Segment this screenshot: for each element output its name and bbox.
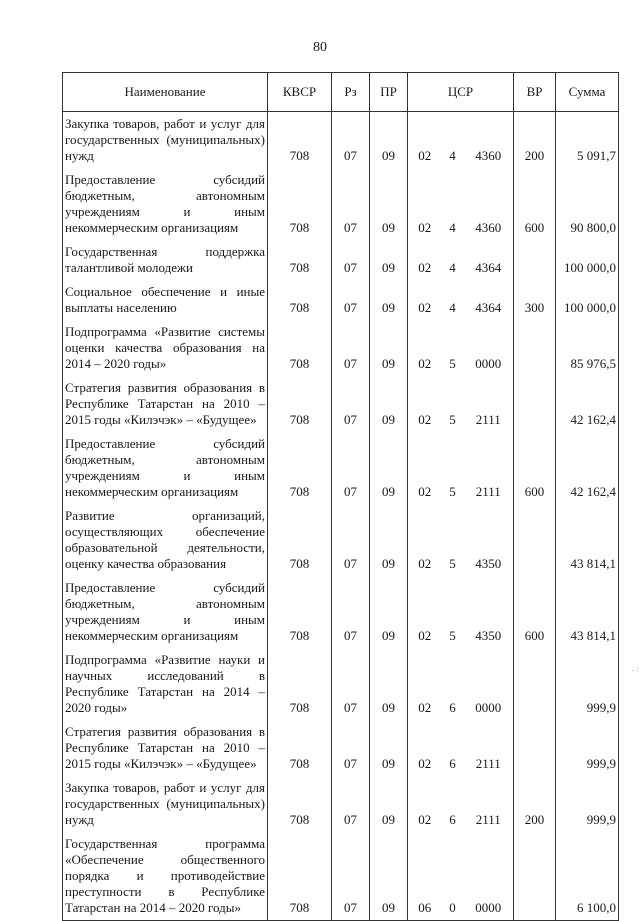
cell-csr-subprogram: 4 <box>449 260 456 275</box>
cell-vr <box>514 240 556 280</box>
cell-name: Предоставление субсидий бюджетным, автономным учреждениям и иным некоммерческим организациям <box>63 432 268 504</box>
cell-csr-direction: 2111 <box>464 376 514 432</box>
cell-csr-direction: 4350 <box>464 504 514 576</box>
cell-rz: 07 <box>332 240 370 280</box>
cell-name: Стратегия развития образования в Республике Татарстан на 2010 – 2015 годы «Килэчэк» – «Будущее» <box>63 720 268 776</box>
cell-name: Предоставление субсидий бюджетным, автономным учреждениям и иным некоммерческим организациям <box>63 576 268 648</box>
budget-table <box>62 72 619 921</box>
page-number: 80 <box>313 40 327 55</box>
cell-vr <box>514 376 556 432</box>
cell-csr-subprogram: 5 <box>449 556 456 571</box>
header-sum: Сумма <box>556 73 619 112</box>
cell-kvsr: 708 <box>268 720 332 776</box>
cell-pr: 09 <box>370 432 408 504</box>
cell-csr-subprogram: 6 <box>449 700 456 715</box>
cell-kvsr: 708 <box>268 376 332 432</box>
header-kvsr: КВСР <box>268 73 332 112</box>
cell-csr-subprogram: 4 <box>449 148 456 163</box>
cell-rz: 07 <box>332 776 370 832</box>
cell-csr-subprogram: 5 <box>449 356 456 371</box>
cell-name: Подпрограмма «Развитие системы оценки качества образования на 2014 – 2020 годы» <box>63 320 268 376</box>
table-row <box>63 240 619 280</box>
cell-csr-program: 02 <box>408 432 442 504</box>
cell-csr-subprogram: 5 <box>449 412 456 427</box>
cell-csr-subprogram: 5 <box>449 628 456 643</box>
cell-rz: 07 <box>332 168 370 240</box>
cell-name: Развитие организаций, осуществляющих обеспечение образовательной деятельности, оценку качества образования <box>63 504 268 576</box>
cell-rz: 07 <box>332 720 370 776</box>
cell-sum: 42 162,4 <box>556 432 619 504</box>
cell-pr: 09 <box>370 776 408 832</box>
cell-name: Государственная программа «Обеспечение общественного порядка и противодействие преступности в Республике Татарстан на 2014 – 2020 годы» <box>63 832 268 921</box>
header-rz: Рз <box>332 73 370 112</box>
cell-rz: 07 <box>332 832 370 921</box>
cell-csr-direction: 2111 <box>464 432 514 504</box>
cell-name: Стратегия развития образования в Республике Татарстан на 2010 – 2015 годы «Килэчэк» – «Будущее» <box>63 376 268 432</box>
cell-csr-subprogram: 4 <box>449 300 456 315</box>
cell-vr <box>514 720 556 776</box>
cell-pr: 09 <box>370 376 408 432</box>
cell-rz: 07 <box>332 576 370 648</box>
cell-pr: 09 <box>370 112 408 169</box>
cell-sum: 999,9 <box>556 776 619 832</box>
cell-kvsr: 708 <box>268 776 332 832</box>
cell-pr: 09 <box>370 832 408 921</box>
cell-csr-subprogram: 4 <box>449 220 456 235</box>
cell-kvsr: 708 <box>268 576 332 648</box>
cell-csr-program: 02 <box>408 168 442 240</box>
cell-name: Подпрограмма «Развитие науки и научных исследований в Республике Татарстан на 2014 – 2020 годы» <box>63 648 268 720</box>
cell-sum: 5 091,7 <box>556 112 619 169</box>
table-row <box>63 168 619 240</box>
cell-vr <box>514 648 556 720</box>
header-name: Наименование <box>63 73 268 112</box>
cell-kvsr: 708 <box>268 320 332 376</box>
table-row <box>63 776 619 832</box>
cell-vr: 300 <box>514 280 556 320</box>
cell-kvsr: 708 <box>268 832 332 921</box>
cell-pr: 09 <box>370 576 408 648</box>
cell-kvsr: 708 <box>268 504 332 576</box>
cell-vr <box>514 504 556 576</box>
cell-sum: 85 976,5 <box>556 320 619 376</box>
cell-csr-program: 02 <box>408 320 442 376</box>
cell-sum: 43 814,1 <box>556 576 619 648</box>
cell-pr: 09 <box>370 320 408 376</box>
cell-name: Закупка товаров, работ и услуг для государственных (муниципальных) нужд <box>63 112 268 169</box>
table-row <box>63 432 619 504</box>
cell-csr-program: 06 <box>408 832 442 921</box>
table-row <box>63 648 619 720</box>
cell-sum: 43 814,1 <box>556 504 619 576</box>
table-row <box>63 376 619 432</box>
cell-kvsr: 708 <box>268 648 332 720</box>
cell-sum: 6 100,0 <box>556 832 619 921</box>
cell-sum: 100 000,0 <box>556 240 619 280</box>
table-row <box>63 720 619 776</box>
cell-pr: 09 <box>370 720 408 776</box>
cell-rz: 07 <box>332 504 370 576</box>
cell-pr: 09 <box>370 280 408 320</box>
cell-csr-direction: 2111 <box>464 720 514 776</box>
cell-csr-program: 02 <box>408 504 442 576</box>
header-vr: ВР <box>514 73 556 112</box>
table-row <box>63 832 619 921</box>
cell-kvsr: 708 <box>268 240 332 280</box>
cell-csr-program: 02 <box>408 648 442 720</box>
margin-mark: - ⁝ <box>632 666 639 674</box>
cell-vr: 200 <box>514 776 556 832</box>
cell-rz: 07 <box>332 432 370 504</box>
table-row <box>63 280 619 320</box>
cell-csr-direction: 0000 <box>464 832 514 921</box>
cell-pr: 09 <box>370 240 408 280</box>
cell-csr-direction: 4364 <box>464 240 514 280</box>
cell-csr-subprogram: 6 <box>449 756 456 771</box>
cell-kvsr: 708 <box>268 112 332 169</box>
cell-csr-program: 02 <box>408 376 442 432</box>
table-row <box>63 576 619 648</box>
cell-rz: 07 <box>332 320 370 376</box>
header-pr: ПР <box>370 73 408 112</box>
cell-csr-program: 02 <box>408 720 442 776</box>
table-row <box>63 504 619 576</box>
cell-kvsr: 708 <box>268 432 332 504</box>
cell-vr <box>514 320 556 376</box>
cell-vr: 600 <box>514 432 556 504</box>
cell-vr: 600 <box>514 576 556 648</box>
cell-name: Социальное обеспечение и иные выплаты населению <box>63 280 268 320</box>
cell-csr-direction: 4364 <box>464 280 514 320</box>
cell-csr-direction: 4360 <box>464 112 514 169</box>
cell-csr-program: 02 <box>408 112 442 169</box>
cell-pr: 09 <box>370 168 408 240</box>
cell-vr: 600 <box>514 168 556 240</box>
cell-sum: 42 162,4 <box>556 376 619 432</box>
cell-csr-direction: 2111 <box>464 776 514 832</box>
cell-sum: 90 800,0 <box>556 168 619 240</box>
header-csr: ЦСР <box>408 73 514 112</box>
table-row <box>63 320 619 376</box>
cell-csr-subprogram: 0 <box>442 832 464 921</box>
cell-pr: 09 <box>370 648 408 720</box>
cell-csr-direction: 4360 <box>464 168 514 240</box>
cell-pr: 09 <box>370 504 408 576</box>
cell-rz: 07 <box>332 112 370 169</box>
cell-name: Закупка товаров, работ и услуг для государственных (муниципальных) нужд <box>63 776 268 832</box>
cell-sum: 999,9 <box>556 720 619 776</box>
cell-csr-program: 02 <box>408 576 442 648</box>
cell-csr-subprogram: 6 <box>449 812 456 827</box>
cell-csr-program: 02 <box>408 776 442 832</box>
cell-sum: 100 000,0 <box>556 280 619 320</box>
cell-csr-direction: 4350 <box>464 576 514 648</box>
cell-vr <box>514 832 556 921</box>
cell-kvsr: 708 <box>268 168 332 240</box>
table-header-row <box>63 73 619 112</box>
cell-csr-program: 02 <box>408 240 442 280</box>
cell-rz: 07 <box>332 376 370 432</box>
table-row <box>63 112 619 169</box>
cell-csr-program: 02 <box>408 280 442 320</box>
cell-sum: 999,9 <box>556 648 619 720</box>
cell-vr: 200 <box>514 112 556 169</box>
cell-csr-subprogram: 5 <box>449 484 456 499</box>
cell-rz: 07 <box>332 280 370 320</box>
cell-kvsr: 708 <box>268 280 332 320</box>
cell-csr-direction: 0000 <box>464 320 514 376</box>
cell-name: Государственная поддержка талантливой молодежи <box>63 240 268 280</box>
cell-csr-direction: 0000 <box>464 648 514 720</box>
table-body <box>63 112 619 921</box>
cell-name: Предоставление субсидий бюджетным, автономным учреждениям и иным некоммерческим организациям <box>63 168 268 240</box>
cell-rz: 07 <box>332 648 370 720</box>
